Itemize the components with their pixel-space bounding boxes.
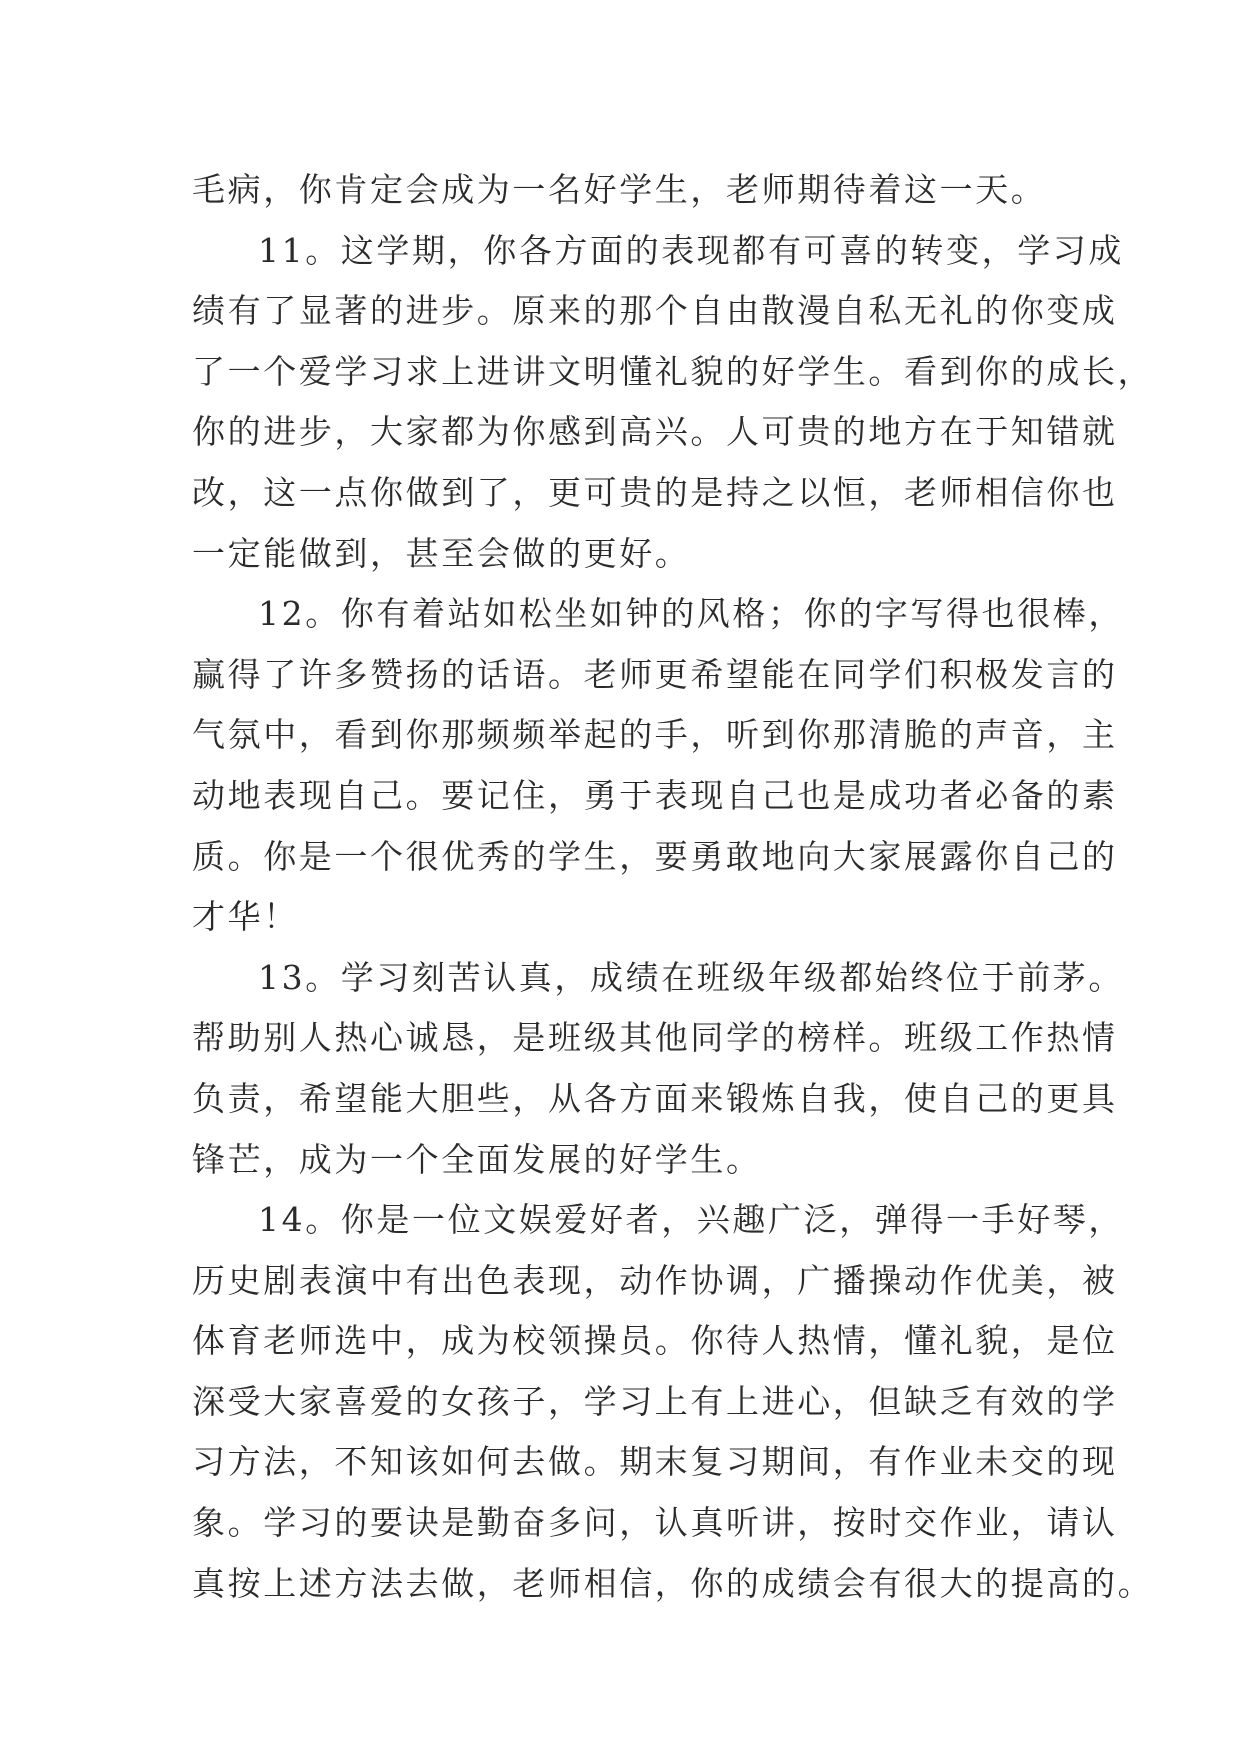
text-line: 毛病，你肯定会成为一名好学生，老师期待着这一天。 xyxy=(192,170,1047,209)
text-line: 习方法，不知该如何去做。期末复习期间，有作业未交的现 xyxy=(192,1442,1118,1482)
text-line: 你的进步，大家都为你感到高兴。人可贵的地方在于知错就 xyxy=(192,412,1118,452)
text-line: 锋芒，成为一个全面发展的好学生。 xyxy=(192,1139,762,1179)
text-line: 深受大家喜爱的女孩子，学习上有上进心，但缺乏有效的学 xyxy=(192,1381,1118,1421)
document-body xyxy=(192,160,1154,1614)
text-line: 体育老师选中，成为校领操员。你待人热情，懂礼貌，是位 xyxy=(192,1321,1118,1361)
text-line: 帮助别人热心诚恳，是班级其他同学的榜样。班级工作热情 xyxy=(192,1018,1118,1058)
text-line: 11。这学期，你各方面的表现都有可喜的转变，学习成 xyxy=(258,230,1124,270)
text-line: 绩有了显著的进步。原来的那个自由散漫自私无礼的你变成 xyxy=(192,291,1118,331)
text-line: 改，这一点你做到了，更可贵的是持之以恒，老师相信你也 xyxy=(192,472,1118,512)
text-line: 气氛中，看到你那频频举起的手，听到你那清脆的声音，主 xyxy=(192,715,1118,755)
text-line: 负责，希望能大胆些，从各方面来锻炼自我，使自己的更具 xyxy=(192,1078,1118,1118)
text-line: 13。学习刻苦认真，成绩在班级年级都始终位于前茅。 xyxy=(258,957,1124,997)
text-line: 了一个爱学习求上进讲文明懂礼貌的好学生。看到你的成长， xyxy=(192,351,1154,391)
text-line: 动地表现自己。要记住，勇于表现自己也是成功者必备的素 xyxy=(192,775,1118,815)
text-line: 一定能做到，甚至会做的更好。 xyxy=(192,533,691,573)
text-line: 14。你是一位文娱爱好者，兴趣广泛，弹得一手好琴， xyxy=(258,1200,1124,1240)
text-line: 赢得了许多赞扬的话语。老师更希望能在同学们积极发言的 xyxy=(192,654,1118,694)
text-line: 历史剧表演中有出色表现，动作协调，广播操动作优美，被 xyxy=(192,1260,1118,1300)
text-line: 质。你是一个很优秀的学生，要勇敢地向大家展露你自己的 xyxy=(192,836,1118,876)
text-line: 象。学习的要诀是勤奋多问，认真听讲，按时交作业，请认 xyxy=(192,1503,1118,1543)
text-line: 真按上述方法去做，老师相信，你的成绩会有很大的提高的。 xyxy=(192,1563,1154,1603)
text-line: 才华！ xyxy=(192,897,299,937)
text-line: 12。你有着站如松坐如钟的风格；你的字写得也很棒， xyxy=(258,594,1124,634)
